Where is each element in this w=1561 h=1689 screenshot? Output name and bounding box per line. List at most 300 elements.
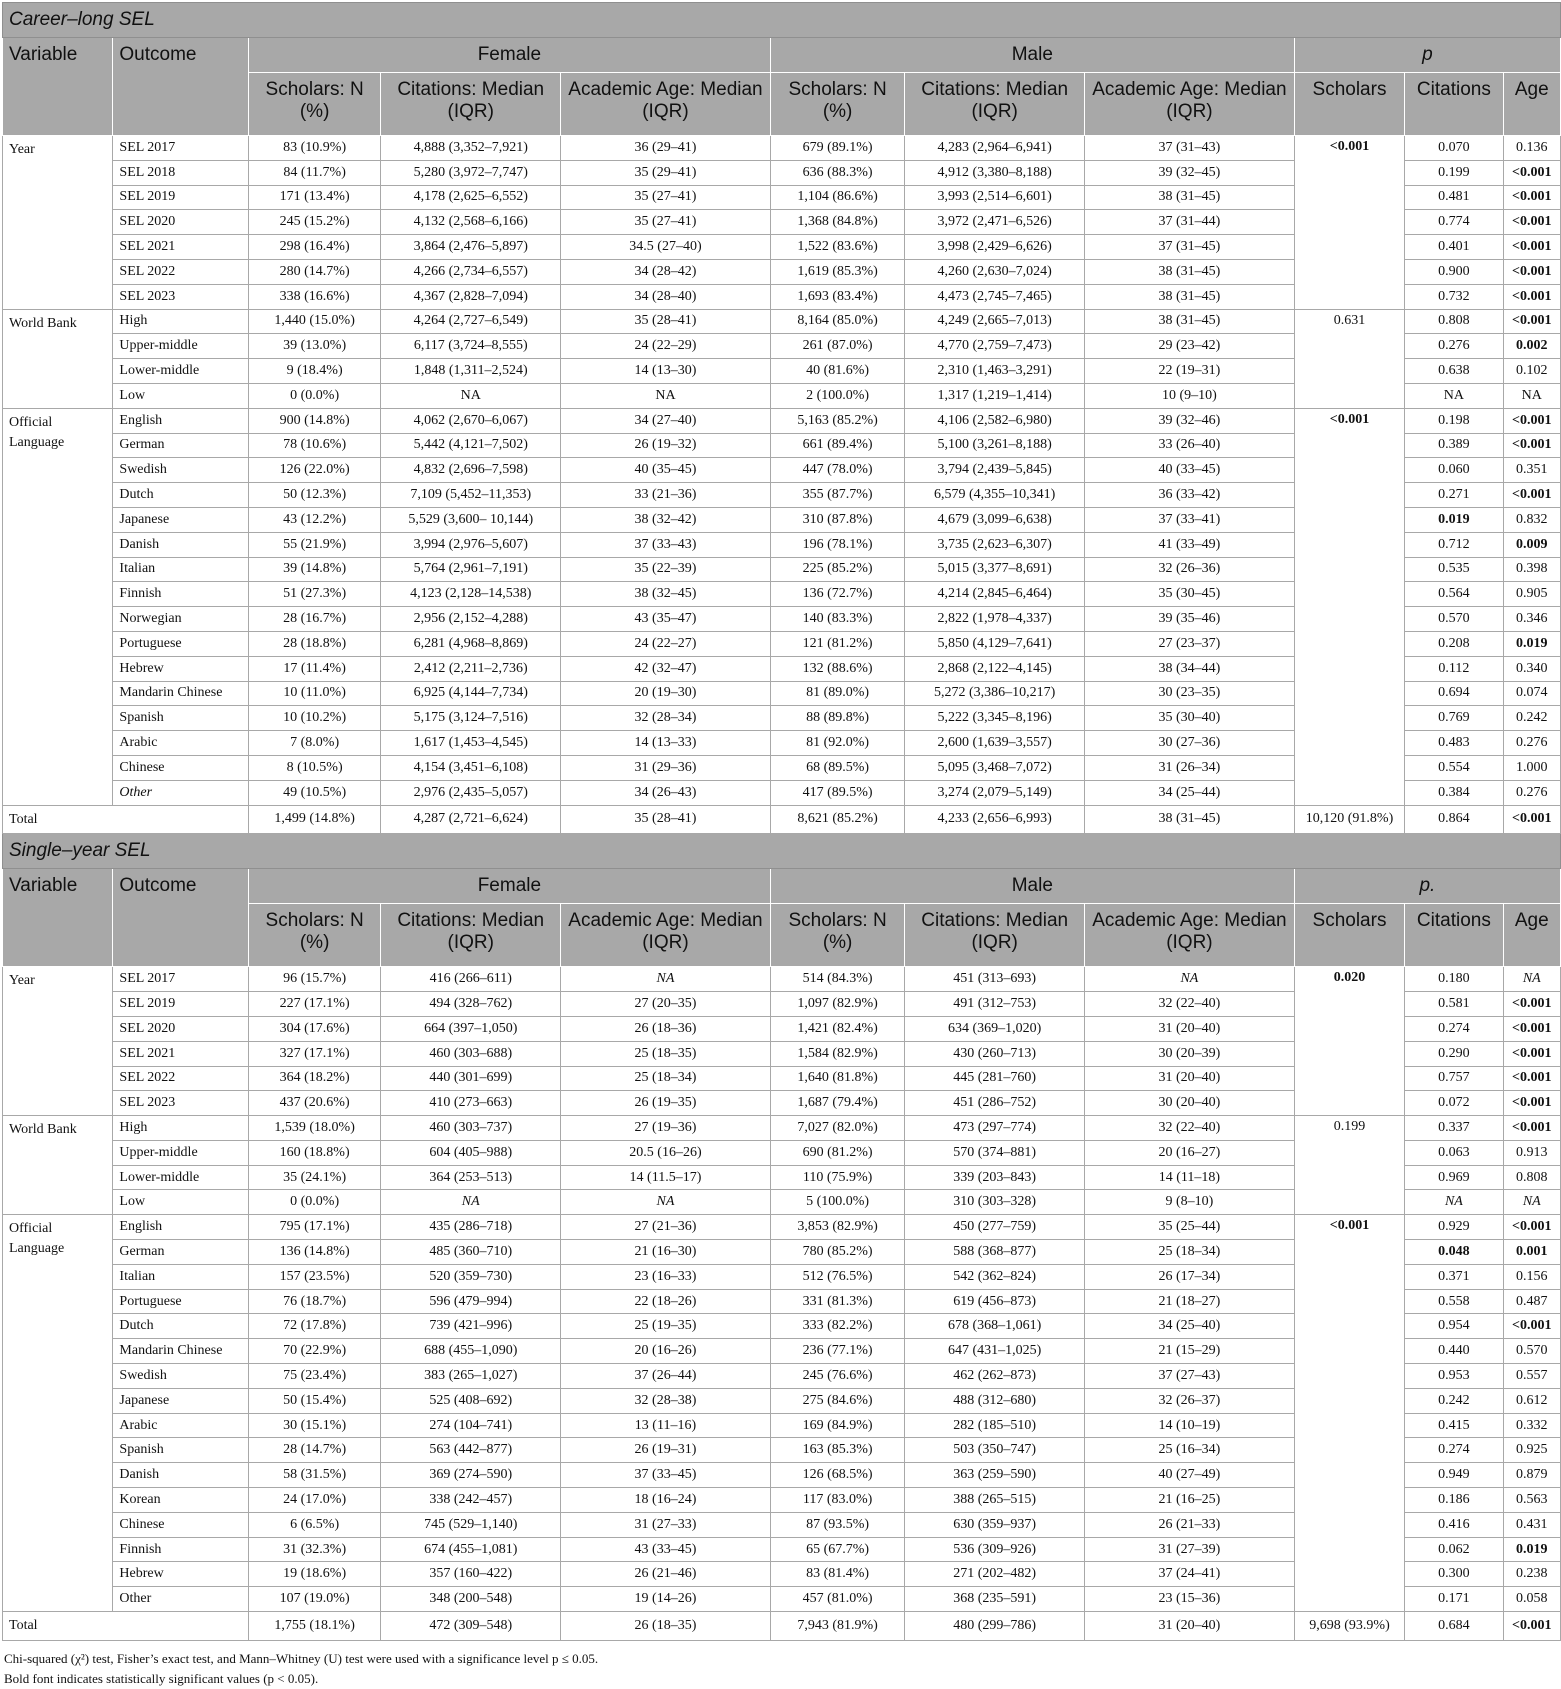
significant-value: <0.001 (1329, 1218, 1370, 1234)
total-female-scholars: 1,499 (14.8%) (248, 805, 380, 834)
male-citations-cell: 3,998 (2,429–6,626) (905, 235, 1085, 260)
p-citations-cell: 0.774 (1405, 210, 1503, 235)
outcome-cell: Low (113, 383, 249, 408)
female-age-cell: 36 (29–41) (561, 136, 771, 161)
female-citations-cell: 4,888 (3,352–7,921) (381, 136, 561, 161)
subheader-scholars-n-female: Scholars: N (%) (248, 904, 380, 967)
male-age-cell: 30 (27–36) (1085, 731, 1295, 756)
p-citations-cell: 0.063 (1405, 1140, 1503, 1165)
p-age-cell (1503, 1091, 1560, 1116)
female-citations-cell: 383 (265–1,027) (381, 1364, 561, 1389)
female-scholars-cell: 227 (17.1%) (248, 992, 380, 1017)
p-citations-cell: 0.953 (1405, 1364, 1503, 1389)
female-age-cell: 35 (28–41) (561, 309, 771, 334)
significant-value: <0.001 (1512, 1119, 1552, 1135)
female-scholars-cell: 10 (11.0%) (248, 681, 380, 706)
female-age-cell: 24 (22–29) (561, 334, 771, 359)
female-scholars-cell: 55 (21.9%) (248, 532, 380, 557)
female-scholars-cell: 76 (18.7%) (248, 1289, 380, 1314)
outcome-cell: Finnish (113, 1537, 249, 1562)
male-citations-cell: 445 (281–760) (905, 1066, 1085, 1091)
male-scholars-cell: 81 (89.0%) (770, 681, 905, 706)
female-age-cell: 34 (27–40) (561, 408, 771, 433)
female-citations-cell: 563 (442–877) (381, 1438, 561, 1463)
female-citations-cell: 410 (273–663) (381, 1091, 561, 1116)
p-age-cell (1503, 483, 1560, 508)
female-citations-cell: 494 (328–762) (381, 992, 561, 1017)
female-scholars-cell: 19 (18.6%) (248, 1562, 380, 1587)
p-age-cell: 0.879 (1503, 1463, 1560, 1488)
male-citations-cell: 451 (313–693) (905, 967, 1085, 992)
male-scholars-cell: 196 (78.1%) (770, 532, 905, 557)
section-title-row (3, 3, 1561, 38)
male-scholars-cell: 87 (93.5%) (770, 1512, 905, 1537)
p-citations-cell: 0.694 (1405, 681, 1503, 706)
female-age-cell: 20 (19–30) (561, 681, 771, 706)
female-citations-cell: 664 (397–1,050) (381, 1016, 561, 1041)
p-age-cell: 0.398 (1503, 557, 1560, 582)
variable-cell: World Bank (3, 1116, 113, 1215)
outcome-cell: Hebrew (113, 656, 249, 681)
female-age-cell: 24 (22–27) (561, 631, 771, 656)
male-age-cell: 20 (16–27) (1085, 1140, 1295, 1165)
female-scholars-cell: 10 (10.2%) (248, 706, 380, 731)
male-age-cell: 38 (31–45) (1085, 259, 1295, 284)
outcome-cell: Danish (113, 532, 249, 557)
male-citations-cell: 5,272 (3,386–10,217) (905, 681, 1085, 706)
total-p-scholars: 9,698 (93.9%) (1294, 1612, 1404, 1641)
male-age-cell: 35 (30–45) (1085, 582, 1295, 607)
female-age-cell: 32 (28–34) (561, 706, 771, 731)
total-male-citations: 480 (299–786) (905, 1612, 1085, 1641)
male-scholars-cell: 780 (85.2%) (770, 1240, 905, 1265)
male-age-cell: 25 (18–34) (1085, 1240, 1295, 1265)
male-age-cell: 38 (34–44) (1085, 656, 1295, 681)
female-age-cell: 18 (16–24) (561, 1488, 771, 1513)
male-citations-cell: 473 (297–774) (905, 1116, 1085, 1141)
outcome-cell: Japanese (113, 1388, 249, 1413)
male-citations-cell: 3,972 (2,471–6,526) (905, 210, 1085, 235)
male-age-cell: 31 (20–40) (1085, 1016, 1295, 1041)
female-scholars-cell: 0 (0.0%) (248, 1190, 380, 1215)
male-age-cell: 22 (19–31) (1085, 359, 1295, 384)
female-scholars-cell: 1,539 (18.0%) (248, 1116, 380, 1141)
significant-value: <0.001 (1512, 263, 1552, 279)
significant-value: 0.001 (1516, 1243, 1548, 1259)
male-citations-cell: 619 (456–873) (905, 1289, 1085, 1314)
male-citations-cell: 339 (203–843) (905, 1165, 1085, 1190)
female-citations-cell: 338 (242–457) (381, 1488, 561, 1513)
total-male-citations: 4,233 (2,656–6,993) (905, 805, 1085, 834)
male-scholars-cell: 1,693 (83.4%) (770, 284, 905, 309)
outcome-cell: Italian (113, 1264, 249, 1289)
female-scholars-cell: 72 (17.8%) (248, 1314, 380, 1339)
p-citations-cell: 0.276 (1405, 334, 1503, 359)
significant-value: <0.001 (1329, 411, 1370, 427)
male-scholars-cell: 1,584 (82.9%) (770, 1041, 905, 1066)
p-age-cell: 0.242 (1503, 706, 1560, 731)
header-row (3, 869, 1561, 904)
italic-value: Other (119, 784, 153, 800)
total-female-age: 35 (28–41) (561, 805, 771, 834)
significant-value: <0.001 (1512, 214, 1552, 230)
female-age-cell: 27 (19–36) (561, 1116, 771, 1141)
significant-value: <0.001 (1512, 164, 1552, 180)
male-age-cell: 39 (32–46) (1085, 408, 1295, 433)
male-scholars-cell: 225 (85.2%) (770, 557, 905, 582)
male-age-cell: 34 (25–40) (1085, 1314, 1295, 1339)
male-age-cell: 35 (30–40) (1085, 706, 1295, 731)
header-outcome: Outcome (113, 38, 249, 136)
p-citations-cell: 0.072 (1405, 1091, 1503, 1116)
female-citations-cell: 5,442 (4,121–7,502) (381, 433, 561, 458)
male-age-cell: 32 (26–37) (1085, 1388, 1295, 1413)
female-citations-cell: 4,367 (2,828–7,094) (381, 284, 561, 309)
female-age-cell: 14 (13–33) (561, 731, 771, 756)
female-age-cell (561, 1190, 771, 1215)
subheader-scholars-p: Scholars (1294, 73, 1404, 136)
male-scholars-cell: 417 (89.5%) (770, 780, 905, 805)
female-citations-cell: 5,529 (3,600– 10,144) (381, 507, 561, 532)
header-outcome: Outcome (113, 869, 249, 967)
p-citations-cell: 0.401 (1405, 235, 1503, 260)
male-citations-cell: 282 (185–510) (905, 1413, 1085, 1438)
p-citations-cell: 0.290 (1405, 1041, 1503, 1066)
male-citations-cell: 3,794 (2,439–5,845) (905, 458, 1085, 483)
male-citations-cell: 5,095 (3,468–7,072) (905, 755, 1085, 780)
female-citations-cell: 674 (455–1,081) (381, 1537, 561, 1562)
male-age-cell: 36 (33–42) (1085, 483, 1295, 508)
female-scholars-cell: 9 (18.4%) (248, 359, 380, 384)
outcome-cell: English (113, 1215, 249, 1240)
female-age-cell: 26 (19–35) (561, 1091, 771, 1116)
italic-value: NA (1522, 1194, 1541, 1210)
male-age-cell: 21 (15–29) (1085, 1339, 1295, 1364)
footnote-tests: Chi-squared (χ²) test, Fisher’s exact test, and Mann–Whitney (U) test were used with a significance level p ≤ 0.05. (4, 1650, 599, 1666)
male-citations-cell: 271 (202–482) (905, 1562, 1085, 1587)
female-citations-cell: 416 (266–611) (381, 967, 561, 992)
male-citations-cell: 4,106 (2,582–6,980) (905, 408, 1085, 433)
female-age-cell: 20.5 (16–26) (561, 1140, 771, 1165)
female-age-cell: 37 (33–43) (561, 532, 771, 557)
male-scholars-cell: 679 (89.1%) (770, 136, 905, 161)
table-row (3, 136, 1561, 161)
p-citations-cell: 0.112 (1405, 656, 1503, 681)
female-age-cell: 21 (16–30) (561, 1240, 771, 1265)
female-age-cell: 26 (19–32) (561, 433, 771, 458)
p-citations-cell (1405, 507, 1503, 532)
male-scholars-cell: 261 (87.0%) (770, 334, 905, 359)
significant-value: 0.019 (1516, 1541, 1548, 1557)
p-age-cell (1503, 408, 1560, 433)
female-age-cell: 43 (35–47) (561, 607, 771, 632)
female-age-cell: 40 (35–45) (561, 458, 771, 483)
outcome-cell: Dutch (113, 483, 249, 508)
female-scholars-cell: 51 (27.3%) (248, 582, 380, 607)
male-scholars-cell: 5 (100.0%) (770, 1190, 905, 1215)
p-age-cell: 0.808 (1503, 1165, 1560, 1190)
outcome-cell: SEL 2020 (113, 1016, 249, 1041)
female-citations-cell: 4,132 (2,568–6,166) (381, 210, 561, 235)
outcome-cell: Finnish (113, 582, 249, 607)
male-scholars-cell: 68 (89.5%) (770, 755, 905, 780)
p-age-cell: 0.340 (1503, 656, 1560, 681)
male-age-cell: 38 (31–45) (1085, 284, 1295, 309)
male-citations-cell: 678 (368–1,061) (905, 1314, 1085, 1339)
subheader-age-median-female: Academic Age: Median (IQR) (561, 904, 771, 967)
outcome-cell: SEL 2021 (113, 1041, 249, 1066)
female-citations-cell: 3,994 (2,976–5,607) (381, 532, 561, 557)
female-citations-cell: 3,864 (2,476–5,897) (381, 235, 561, 260)
p-age-cell (1503, 1314, 1560, 1339)
male-age-cell: 21 (16–25) (1085, 1488, 1295, 1513)
header-male: Male (770, 38, 1294, 73)
female-scholars-cell: 43 (12.2%) (248, 507, 380, 532)
female-age-cell: NA (561, 383, 771, 408)
p-age-cell (1503, 1240, 1560, 1265)
p-age-cell: 1.000 (1503, 755, 1560, 780)
female-citations-cell: 1,848 (1,311–2,524) (381, 359, 561, 384)
variable-cell: Year (3, 136, 113, 310)
male-citations-cell: 450 (277–759) (905, 1215, 1085, 1240)
p-citations-cell: 0.440 (1405, 1339, 1503, 1364)
female-citations-cell: 485 (360–710) (381, 1240, 561, 1265)
male-scholars-cell: 1,687 (79.4%) (770, 1091, 905, 1116)
male-citations-cell: 570 (374–881) (905, 1140, 1085, 1165)
female-age-cell: 25 (18–35) (561, 1041, 771, 1066)
significant-value: 0.020 (1333, 970, 1366, 986)
male-citations-cell: 430 (260–713) (905, 1041, 1085, 1066)
p-citations-cell: 0.581 (1405, 992, 1503, 1017)
outcome-cell: SEL 2017 (113, 967, 249, 992)
outcome-cell: Arabic (113, 731, 249, 756)
male-citations-cell: 2,868 (2,122–4,145) (905, 656, 1085, 681)
outcome-cell: SEL 2018 (113, 160, 249, 185)
male-age-cell: 27 (23–37) (1085, 631, 1295, 656)
female-citations-cell: 369 (274–590) (381, 1463, 561, 1488)
outcome-cell (113, 780, 249, 805)
significant-value: <0.001 (1512, 412, 1552, 428)
outcome-cell: English (113, 408, 249, 433)
male-age-cell: 37 (31–44) (1085, 210, 1295, 235)
male-citations-cell: 4,912 (3,380–8,188) (905, 160, 1085, 185)
header-variable: Variable (3, 869, 113, 967)
female-age-cell: 35 (29–41) (561, 160, 771, 185)
p-citations-cell: 0.171 (1405, 1587, 1503, 1612)
female-age-cell: 35 (27–41) (561, 210, 771, 235)
female-age-cell: 34.5 (27–40) (561, 235, 771, 260)
outcome-cell: SEL 2017 (113, 136, 249, 161)
p-citations-cell: 0.337 (1405, 1116, 1503, 1141)
female-citations-cell: NA (381, 383, 561, 408)
p-scholars-cell: 0.631 (1294, 309, 1404, 408)
female-scholars-cell: 39 (13.0%) (248, 334, 380, 359)
male-scholars-cell: 457 (81.0%) (770, 1587, 905, 1612)
male-citations-cell: 4,249 (2,665–7,013) (905, 309, 1085, 334)
male-scholars-cell: 661 (89.4%) (770, 433, 905, 458)
p-age-cell: 0.832 (1503, 507, 1560, 532)
footnotes (4, 1649, 1561, 1689)
section-title-text: Single–year SEL (9, 840, 151, 862)
male-age-cell: 39 (35–46) (1085, 607, 1295, 632)
outcome-cell: SEL 2022 (113, 1066, 249, 1091)
p-age-cell (1503, 284, 1560, 309)
male-scholars-cell: 5,163 (85.2%) (770, 408, 905, 433)
p-age-cell: 0.925 (1503, 1438, 1560, 1463)
total-p-scholars: 10,120 (91.8%) (1294, 805, 1404, 834)
female-scholars-cell: 6 (6.5%) (248, 1512, 380, 1537)
outcome-cell: Swedish (113, 1364, 249, 1389)
subheader-age-median-male: Academic Age: Median (IQR) (1085, 73, 1295, 136)
female-scholars-cell: 304 (17.6%) (248, 1016, 380, 1041)
significant-value: <0.001 (1512, 1617, 1552, 1633)
male-scholars-cell: 1,104 (86.6%) (770, 185, 905, 210)
male-age-cell: 25 (16–34) (1085, 1438, 1295, 1463)
male-citations-cell: 4,283 (2,964–6,941) (905, 136, 1085, 161)
p-age-cell: 0.612 (1503, 1388, 1560, 1413)
male-age-cell: 37 (31–43) (1085, 136, 1295, 161)
female-citations-cell: 745 (529–1,140) (381, 1512, 561, 1537)
p-citations-cell: 0.969 (1405, 1165, 1503, 1190)
outcome-cell: SEL 2023 (113, 1091, 249, 1116)
female-age-cell: 38 (32–42) (561, 507, 771, 532)
male-citations-cell: 5,222 (3,345–8,196) (905, 706, 1085, 731)
female-scholars-cell: 24 (17.0%) (248, 1488, 380, 1513)
outcome-cell: Low (113, 1190, 249, 1215)
outcome-cell: SEL 2023 (113, 284, 249, 309)
male-scholars-cell: 245 (76.6%) (770, 1364, 905, 1389)
p-citations-cell: 0.769 (1405, 706, 1503, 731)
female-citations-cell: 6,281 (4,968–8,869) (381, 631, 561, 656)
female-citations-cell: 4,264 (2,727–6,549) (381, 309, 561, 334)
section-title (3, 834, 1561, 869)
male-scholars-cell: 136 (72.7%) (770, 582, 905, 607)
female-scholars-cell: 1,440 (15.0%) (248, 309, 380, 334)
subheader-age-median-male: Academic Age: Median (IQR) (1085, 904, 1295, 967)
p-citations-cell: 0.389 (1405, 433, 1503, 458)
total-row (3, 1612, 1561, 1641)
female-scholars-cell: 28 (14.7%) (248, 1438, 380, 1463)
male-citations-cell: 634 (369–1,020) (905, 1016, 1085, 1041)
header-p (1294, 869, 1560, 904)
male-age-cell: 37 (24–41) (1085, 1562, 1295, 1587)
female-scholars-cell: 160 (18.8%) (248, 1140, 380, 1165)
p-citations-cell: 0.712 (1405, 532, 1503, 557)
male-citations-cell: 542 (362–824) (905, 1264, 1085, 1289)
p-scholars-cell (1294, 1215, 1404, 1612)
female-age-cell: 32 (28–38) (561, 1388, 771, 1413)
male-scholars-cell: 3,853 (82.9%) (770, 1215, 905, 1240)
table-row (3, 408, 1561, 433)
italic-value: NA (1180, 971, 1199, 987)
p-age-cell (1503, 1066, 1560, 1091)
outcome-cell: Norwegian (113, 607, 249, 632)
p-age-cell: 0.238 (1503, 1562, 1560, 1587)
female-citations-cell: 525 (408–692) (381, 1388, 561, 1413)
male-citations-cell: 3,735 (2,623–6,307) (905, 532, 1085, 557)
male-citations-cell: 2,600 (1,639–3,557) (905, 731, 1085, 756)
male-citations-cell: 462 (262–873) (905, 1364, 1085, 1389)
significant-value: 0.002 (1516, 338, 1548, 354)
p-age-cell: 0.136 (1503, 136, 1560, 161)
p-citations-cell (1405, 1240, 1503, 1265)
significant-value: <0.001 (1512, 1045, 1552, 1061)
outcome-cell: Mandarin Chinese (113, 1339, 249, 1364)
male-age-cell: 30 (20–40) (1085, 1091, 1295, 1116)
female-scholars-cell: 49 (10.5%) (248, 780, 380, 805)
p-age-cell (1503, 1116, 1560, 1141)
outcome-cell: Arabic (113, 1413, 249, 1438)
significant-value: <0.001 (1512, 996, 1552, 1011)
female-citations-cell: 2,976 (2,435–5,057) (381, 780, 561, 805)
female-age-cell: 27 (20–35) (561, 992, 771, 1017)
header-p-label: p (1422, 44, 1433, 65)
p-age-cell: NA (1503, 383, 1560, 408)
p-age-cell (1503, 1016, 1560, 1041)
male-age-cell: 38 (31–45) (1085, 309, 1295, 334)
total-male-age: 31 (20–40) (1085, 1612, 1295, 1641)
male-age-cell: 31 (20–40) (1085, 1066, 1295, 1091)
male-age-cell: 38 (31–45) (1085, 185, 1295, 210)
significant-value: <0.001 (1512, 437, 1552, 453)
p-age-cell (1503, 992, 1560, 1017)
p-citations-cell: 0.564 (1405, 582, 1503, 607)
female-age-cell: 25 (18–34) (561, 1066, 771, 1091)
female-citations-cell: 520 (359–730) (381, 1264, 561, 1289)
total-male-age: 38 (31–45) (1085, 805, 1295, 834)
p-citations-cell: 0.180 (1405, 967, 1503, 992)
female-citations-cell: 357 (160–422) (381, 1562, 561, 1587)
significant-value: <0.001 (1512, 189, 1552, 205)
table-row (3, 1215, 1561, 1240)
p-age-cell: 0.156 (1503, 1264, 1560, 1289)
outcome-cell: Chinese (113, 755, 249, 780)
outcome-cell: German (113, 433, 249, 458)
male-citations-cell: 3,993 (2,514–6,601) (905, 185, 1085, 210)
female-citations-cell: 4,062 (2,670–6,067) (381, 408, 561, 433)
female-citations-cell: 348 (200–548) (381, 1587, 561, 1612)
female-scholars-cell: 75 (23.4%) (248, 1364, 380, 1389)
male-citations-cell: 368 (235–591) (905, 1587, 1085, 1612)
female-scholars-cell: 50 (15.4%) (248, 1388, 380, 1413)
p-citations-cell: 0.060 (1405, 458, 1503, 483)
female-scholars-cell: 70 (22.9%) (248, 1339, 380, 1364)
subheader-age-p: Age (1503, 904, 1560, 967)
male-age-cell: 30 (20–39) (1085, 1041, 1295, 1066)
female-scholars-cell: 126 (22.0%) (248, 458, 380, 483)
female-citations-cell: 364 (253–513) (381, 1165, 561, 1190)
male-citations-cell: 310 (303–328) (905, 1190, 1085, 1215)
subheader-scholars-n-male: Scholars: N (%) (770, 73, 905, 136)
female-age-cell: 33 (21–36) (561, 483, 771, 508)
p-age-cell (1503, 1041, 1560, 1066)
outcome-cell: Spanish (113, 1438, 249, 1463)
female-citations-cell: 4,123 (2,128–14,538) (381, 582, 561, 607)
p-age-cell: 0.346 (1503, 607, 1560, 632)
female-scholars-cell: 28 (16.7%) (248, 607, 380, 632)
female-scholars-cell: 327 (17.1%) (248, 1041, 380, 1066)
section-title-row (3, 834, 1561, 869)
female-citations-cell: 460 (303–737) (381, 1116, 561, 1141)
female-age-cell: 13 (11–16) (561, 1413, 771, 1438)
male-age-cell: 33 (26–40) (1085, 433, 1295, 458)
p-citations-cell: 0.732 (1405, 284, 1503, 309)
female-scholars-cell: 157 (23.5%) (248, 1264, 380, 1289)
female-scholars-cell: 136 (14.8%) (248, 1240, 380, 1265)
female-age-cell: 14 (11.5–17) (561, 1165, 771, 1190)
male-citations-cell: 588 (368–877) (905, 1240, 1085, 1265)
p-age-cell (1503, 433, 1560, 458)
